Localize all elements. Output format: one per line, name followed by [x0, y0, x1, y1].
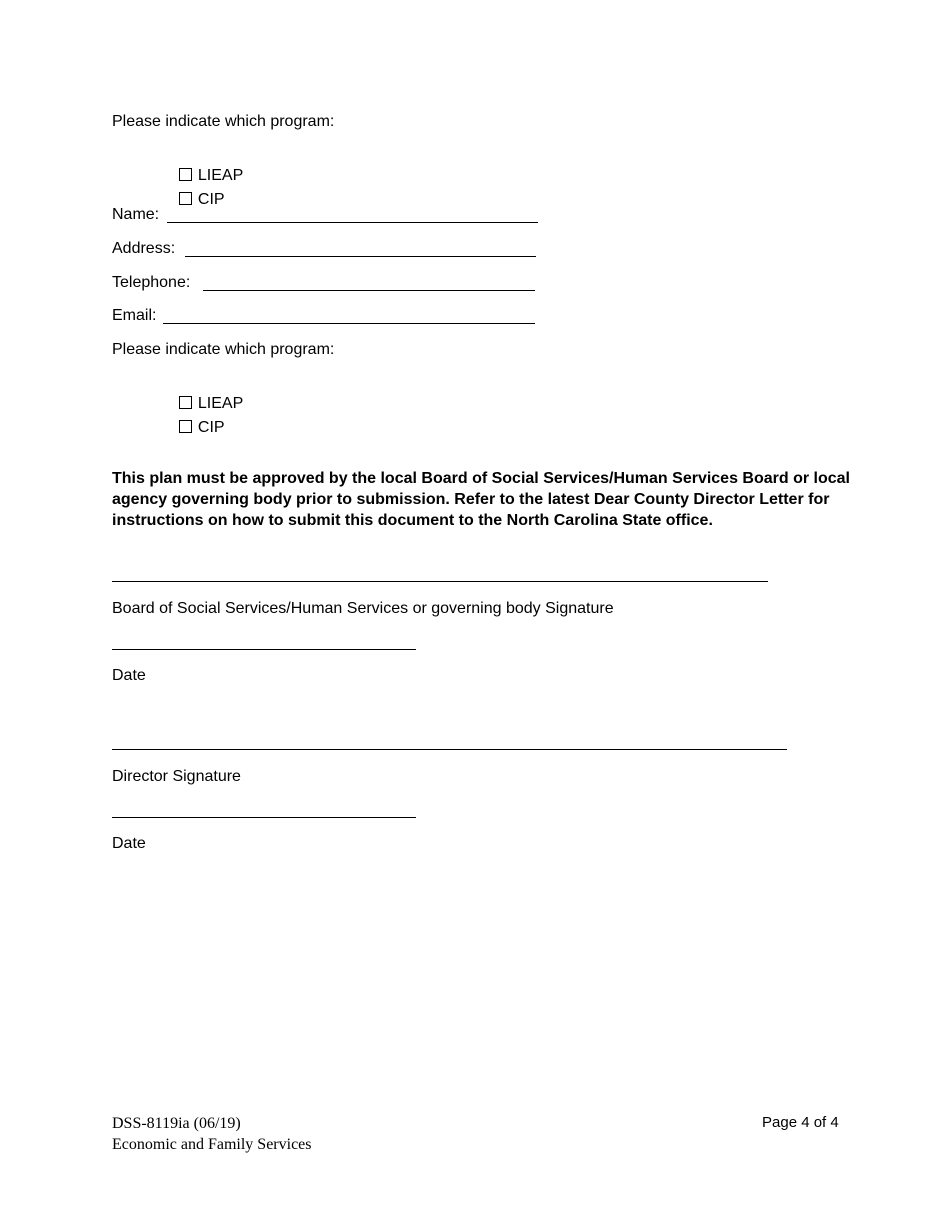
approval-notice: This plan must be approved by the local Board of Social Services/Human Services Board or local agency governing body prior to submission. Refer to the latest Dear County Director Letter for instructions on how to submit this document to the North Carolina State office. [112, 470, 850, 529]
checkbox-label-cip: CIP [197, 191, 225, 208]
date-line-2[interactable] [112, 817, 416, 818]
division-name: Economic and Family Services [112, 1136, 312, 1153]
address-field-line[interactable] [185, 256, 536, 257]
program-prompt-1: Please indicate which program: [112, 113, 335, 130]
checkbox-icon[interactable] [179, 420, 192, 433]
checkbox-cip-2[interactable] [170, 398, 225, 438]
checkbox-label-lieap: LIEAP [197, 395, 244, 412]
board-signature-line[interactable] [112, 581, 768, 582]
email-field-line[interactable] [163, 323, 535, 324]
program-prompt-2: Please indicate which program: [112, 341, 335, 358]
checkbox-label-lieap: LIEAP [197, 167, 244, 184]
director-signature-line[interactable] [112, 749, 787, 750]
telephone-label: Telephone: [112, 274, 191, 291]
board-signature-label: Board of Social Services/Human Services or governing body Signature [112, 600, 614, 617]
date-label-1: Date [112, 667, 146, 684]
name-label: Name: [112, 206, 160, 223]
date-label-2: Date [112, 835, 146, 852]
address-label: Address: [112, 240, 176, 257]
director-signature-label: Director Signature [112, 768, 241, 785]
checkbox-cip-1[interactable] [170, 170, 225, 210]
telephone-field-line[interactable] [203, 290, 535, 291]
name-field-line[interactable] [167, 222, 538, 223]
date-line-1[interactable] [112, 649, 416, 650]
email-label: Email: [112, 307, 157, 324]
checkbox-icon[interactable] [179, 192, 192, 205]
checkbox-label-cip: CIP [197, 419, 225, 436]
page-number: Page 4 of 4 [762, 1114, 839, 1131]
form-number: DSS-8119ia (06/19) [112, 1115, 241, 1132]
